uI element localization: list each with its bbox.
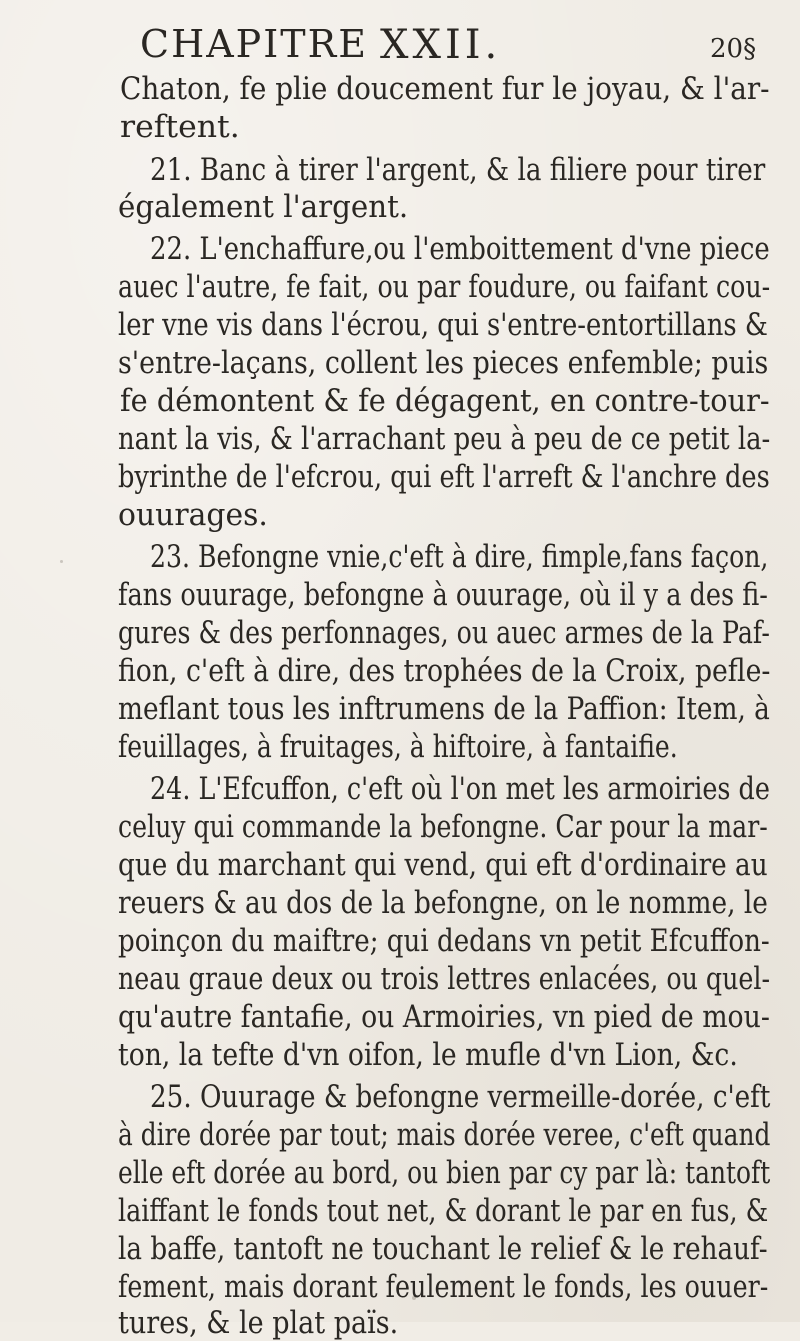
text-line: à dire dorée par tout; mais dorée veree, c'eft quand — [118, 1117, 771, 1153]
text-line: byrinthe de l'efcrou, qui eft l'arreft & l'anchre des — [118, 459, 770, 495]
running-head — [140, 22, 640, 66]
text-line: que du marchant qui vend, qui eft d'ordinaire au — [118, 847, 768, 883]
text-line: feuillages, à fruitages, à hiftoire, à fantaifie. — [118, 729, 678, 765]
text-line: fe démontent & fe dégagent, en contre-tour- — [120, 383, 770, 419]
text-line: reuers & au dos de la befongne, on le nomme, le — [118, 885, 768, 921]
text-line: ler vne vis dans l'écrou, qui s'entre-entortillans & — [118, 307, 768, 343]
chapter-label: CHAPITRE — [140, 22, 368, 66]
text-line: laiffant le fonds tout net, & dorant le par en fus, & — [118, 1193, 769, 1229]
text-line: fion, c'eft à dire, des trophées de la Croix, pefle- — [118, 653, 771, 689]
text-line: auec l'autre, fe fait, ou par foudure, ou faifant cou- — [118, 269, 771, 305]
text-line: ouurages. — [118, 497, 268, 533]
page-number: 20§ — [710, 34, 757, 64]
text-line: meflant tous les inftrumens de la Paffion: Item, à — [118, 691, 770, 727]
text-line: reftent. — [120, 109, 240, 145]
text-line: celuy qui commande la befongne. Car pour la mar- — [118, 809, 768, 845]
text-line: poinçon du maiftre; qui dedans vn petit Efcuffon- — [118, 923, 770, 959]
chapter-number: XXII. — [380, 22, 502, 68]
text-line: gures & des perfonnages, ou auec armes de la Paf- — [118, 615, 770, 651]
text-line: fement, mais dorant feulement le fonds, les ouuer- — [118, 1269, 769, 1305]
paper-speck — [60, 560, 63, 563]
text-line: qu'autre fantafie, ou Armoiries, vn pied de mou- — [118, 999, 770, 1035]
text-line: ton, la tefte d'vn oifon, le mufle d'vn Lion, &c. — [118, 1037, 738, 1073]
text-line: elle eft dorée au bord, ou bien par cy par là: tantoft — [118, 1155, 771, 1191]
text-line: nant la vis, & l'arrachant peu à peu de ce petit la- — [118, 421, 771, 457]
text-line: 21. Banc à tirer l'argent, & la filiere pour tirer — [150, 152, 766, 188]
text-line: tures, & le plat païs. — [118, 1305, 399, 1341]
text-line: la baffe, tantoft ne touchant le relief & le rehauf- — [118, 1231, 768, 1267]
text-line: fans ouurage, befongne à ouurage, où il y a des fi- — [118, 577, 768, 613]
text-line: s'entre-laçans, collent les pieces enfemble; puis — [118, 345, 769, 381]
paper-speck — [412, 1296, 416, 1300]
text-line: 25. Ouurage & befongne vermeille-dorée, c'eft — [150, 1079, 771, 1115]
text-line: Chaton, fe plie doucement fur le joyau, & l'ar- — [120, 71, 770, 107]
text-line: également l'argent. — [118, 189, 409, 225]
text-line: 23. Befongne vnie,c'eft à dire, fimple,fans façon, — [150, 539, 769, 575]
text-line: 24. L'Efcuffon, c'eft où l'on met les armoiries de — [150, 771, 770, 807]
text-line: 22. L'enchaffure,ou l'emboittement d'vne piece — [150, 231, 770, 267]
text-line: neau graue deux ou trois lettres enlacées, ou quel- — [118, 961, 771, 997]
